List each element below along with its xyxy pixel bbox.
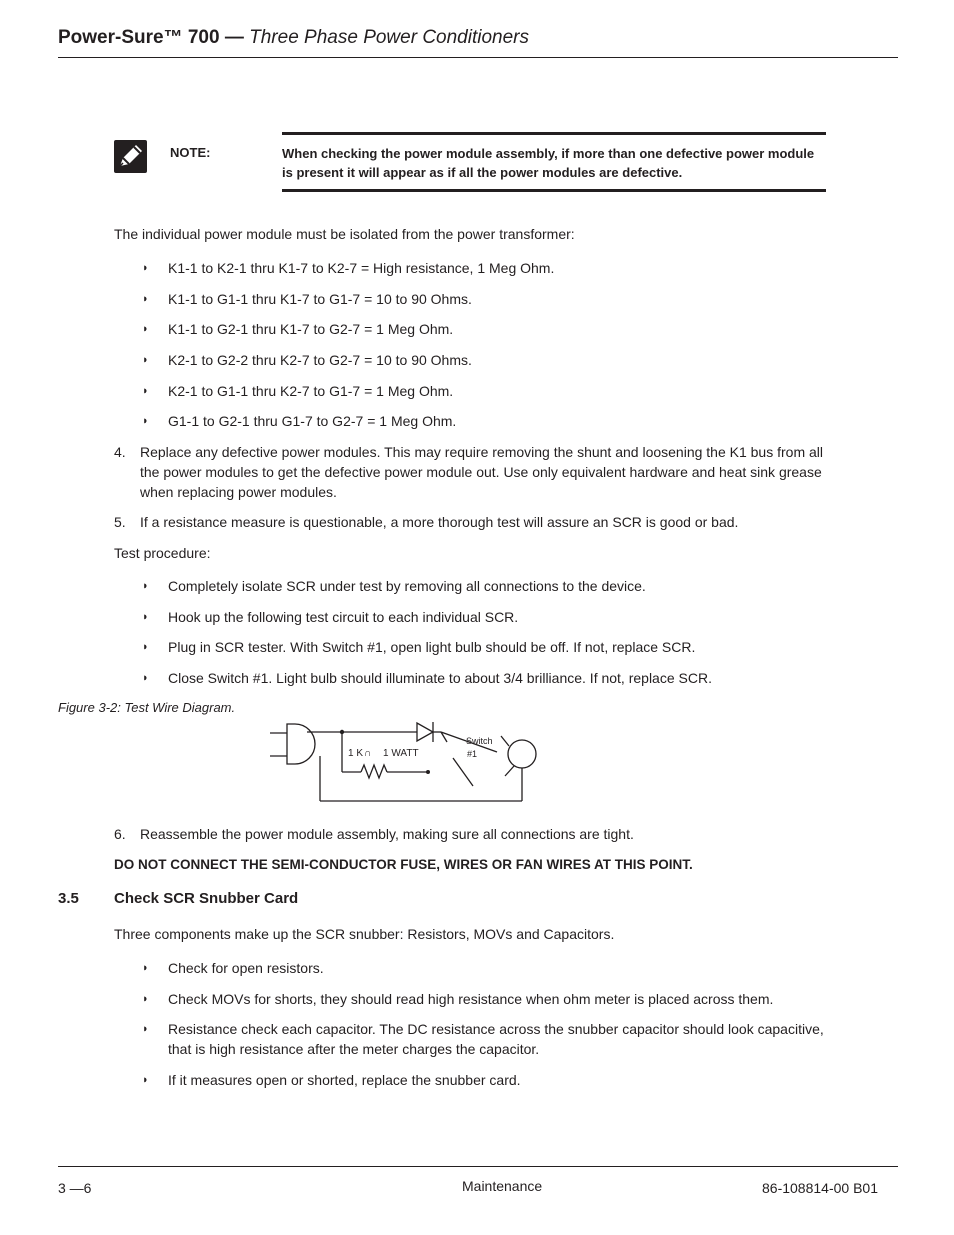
step-number: 4. xyxy=(114,444,126,460)
bullet-icon: ◗ xyxy=(142,641,149,653)
bullet-icon: ◗ xyxy=(142,580,149,592)
bullet-icon: ◗ xyxy=(142,611,149,623)
scr-diode xyxy=(417,723,433,741)
bullet-icon: ◗ xyxy=(142,1074,149,1086)
list-item: K2-1 to G1-1 thru K2-7 to G1-7 = 1 Meg Ohm. xyxy=(168,383,454,399)
bullet-icon: ◗ xyxy=(142,415,149,427)
list-item: K1-1 to K2-1 thru K1-7 to K2-7 = High resistance, 1 Meg Ohm. xyxy=(168,260,555,276)
list-item: G1-1 to G2-1 thru G1-7 to G2-7 = 1 Meg Ohm. xyxy=(168,413,457,429)
step-text: Reassemble the power module assembly, making sure all connections are tight. xyxy=(140,826,634,842)
bullet-icon: ◗ xyxy=(142,354,149,366)
list-item: K2-1 to G2-2 thru K2-7 to G2-7 = 10 to 90 Ohms. xyxy=(168,352,472,368)
switch-number-label: #1 xyxy=(467,749,478,759)
test-procedure-label: Test procedure: xyxy=(114,545,211,561)
list-item: Plug in SCR tester. With Switch #1, open light bulb should be off. If not, replace SCR. xyxy=(168,639,696,655)
list-item: Check MOVs for shorts, they should read high resistance when ohm meter is placed across them. xyxy=(168,991,774,1007)
ohm-symbol: ∩ xyxy=(364,748,372,759)
resistor-label: 1 K xyxy=(348,748,364,759)
step-number: 6. xyxy=(114,826,126,842)
section-title: Check SCR Snubber Card xyxy=(114,890,299,907)
resistor xyxy=(361,765,387,778)
bullet-icon: ◗ xyxy=(142,672,149,684)
junction-dot xyxy=(340,730,344,734)
list-item: Close Switch #1. Light bulb should illuminate to about 3/4 brilliance. If not, replace SCR. xyxy=(168,670,712,686)
footer-rule xyxy=(58,1166,898,1167)
intro-text: The individual power module must be isolated from the power transformer: xyxy=(114,226,575,242)
switch-arm xyxy=(453,758,473,786)
bullet-icon: ◗ xyxy=(142,993,149,1005)
bullet-icon: ◗ xyxy=(142,262,149,274)
header-product-name: Power-Sure™ 700 — xyxy=(58,27,244,48)
header-rule xyxy=(58,57,898,58)
light-bulb xyxy=(508,740,536,768)
step-text: If a resistance measure is questionable, a more thorough test will assure an SCR is good or bad. xyxy=(140,514,739,530)
warning-text: DO NOT CONNECT THE SEMI-CONDUCTOR FUSE, WIRES OR FAN WIRES AT THIS POINT. xyxy=(114,857,693,872)
note-text: When checking the power module assembly, if more than one defective power module is present it will appear as if all the power modules are defective. xyxy=(282,132,826,192)
watt-label: 1 WATT xyxy=(383,748,419,759)
note-pencil-icon xyxy=(114,140,147,173)
bullet-icon: ◗ xyxy=(142,1023,149,1035)
bullet-icon: ◗ xyxy=(142,293,149,305)
page-header-title xyxy=(58,27,529,49)
list-item: K1-1 to G1-1 thru K1-7 to G1-7 = 10 to 90 Ohms. xyxy=(168,291,472,307)
list-item: Resistance check each capacitor. The DC resistance across the snubber capacitor should look capacitive, that is high resistance after the meter charges the capacitor. xyxy=(168,1021,824,1057)
step-text: Replace any defective power modules. This may require removing the shunt and loosening the K1 bus from all the power modules to get the defective power module out. Use only equivalent hardware and heat sink grease when replacing power modules. xyxy=(140,444,824,500)
note-label: NOTE: xyxy=(170,145,211,160)
list-item: Check for open resistors. xyxy=(168,960,324,976)
bullet-icon: ◗ xyxy=(142,385,149,397)
figure-caption: Figure 3-2: Test Wire Diagram. xyxy=(58,700,236,715)
bullet-icon: ◗ xyxy=(142,962,149,974)
terminal-dot xyxy=(426,770,430,774)
step-number: 5. xyxy=(114,514,126,530)
footer-chapter: Maintenance xyxy=(462,1178,543,1194)
document-number: 86-108814-00 B01 xyxy=(762,1180,878,1196)
plug-body xyxy=(287,724,315,764)
list-item: If it measures open or shorted, replace the snubber card. xyxy=(168,1072,521,1088)
bullet-icon: ◗ xyxy=(142,323,149,335)
list-item: Hook up the following test circuit to each individual SCR. xyxy=(168,609,519,625)
test-wire-diagram xyxy=(265,718,545,806)
switch-label: Switch xyxy=(466,736,493,746)
snubber-intro: Three components make up the SCR snubber: Resistors, MOVs and Capacitors. xyxy=(114,926,615,942)
list-item: K1-1 to G2-1 thru K1-7 to G2-7 = 1 Meg Ohm. xyxy=(168,321,454,337)
page-number: 3 —6 xyxy=(58,1180,92,1196)
list-item: Completely isolate SCR under test by removing all connections to the device. xyxy=(168,578,646,594)
header-product-subtitle: Three Phase Power Conditioners xyxy=(249,27,529,48)
section-number: 3.5 xyxy=(58,890,79,907)
